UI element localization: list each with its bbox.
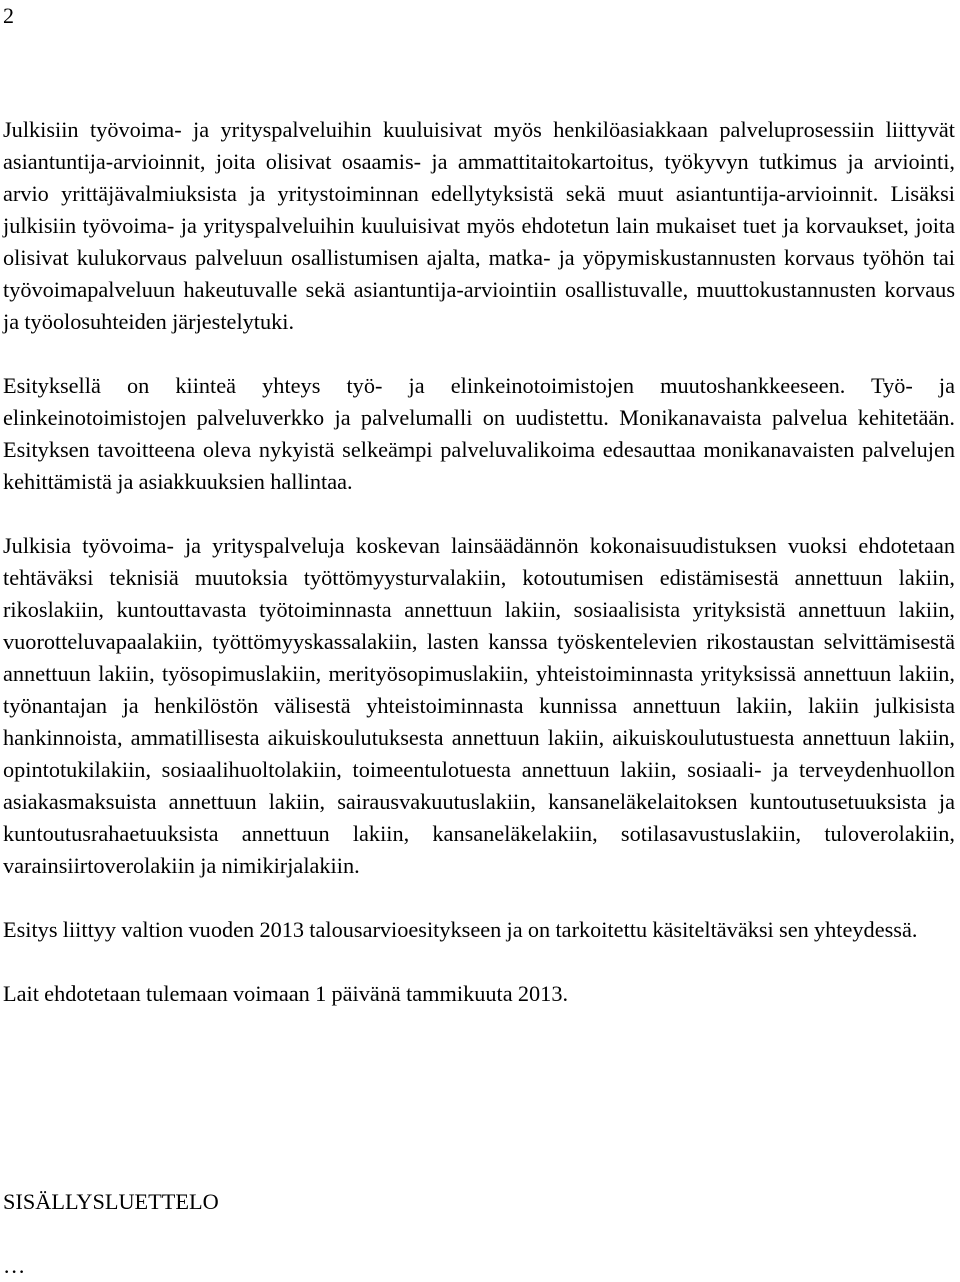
paragraph-connection: Esityksellä on kiinteä yhteys työ- ja elinkeinotoimistojen muutoshankkeeseen. Työ- ja elinkeinotoimistojen palveluverkko ja palvelumalli on uudistettu. Monikanavaista palvelua kehitetään. Esityksen tavoitteena oleva nykyistä selkeämpi palveluvalikoima edesauttaa monikanavaisten palvelujen kehittämistä ja asiakkuuksien hallintaa. [3,373,955,494]
paragraph-entry-into-force: Lait ehdotetaan tulemaan voimaan 1 päivänä tammikuuta 2013. [3,981,569,1006]
page-number: 2 [3,3,14,28]
paragraph-budget: Esitys liittyy valtion vuoden 2013 talousarvioesitykseen ja on tarkoitettu käsiteltäväksi sen yhteydessä. [3,917,918,942]
table-of-contents-heading: SISÄLLYSLUETTELO [3,1189,219,1214]
paragraph-technical-changes: Julkisia työvoima- ja yrityspalveluja koskevan lainsäädännön kokonaisuudistuksen vuoksi ehdotetaan tehtäväksi teknisiä muutoksia työttömyysturvalakiin, kotoutumisen edistämisestä annettuun lakiin, rikoslakiin, kuntouttavasta työtoiminnasta annettuun lakiin, sosiaalisista yrityksistä annettuun lakiin, vuorotteluvapaalakiin, työttömyyskassalakiin, lasten kanssa työskentelevien rikostaustan selvittämisestä annettuun lakiin, työsopimuslakiin, merityösopimuslakiin, yhteistoiminnasta yrityksissä annettuun lakiin, työnantajan ja henkilöstön välisestä yhteistoiminnasta kunnissa annettuun lakiin, lakiin julkisista hankinnoista, ammatillisesta aikuiskoulutuksesta annettuun lakiin, aikuiskoulutustuesta annettuun lakiin, opintotukilakiin, sosiaalihuoltolakiin, toimeentulotuesta annettuun lakiin, sosiaali- ja terveydenhuollon asiakasmaksuista annettuun lakiin, sairausvakuutuslakiin, kansaneläkelaitoksen kuntoutusetuuksista ja kuntoutusrahaetuuksista annettuun lakiin, kansaneläkelakiin, sotilasavustuslakiin, tuloverolakiin, varainsiirtoverolakiin ja nimikirjalakiin. [3,533,955,878]
table-of-contents-ellipsis: … [3,1253,26,1278]
document-body [3,114,955,1042]
paragraph-services: Julkisiin työvoima- ja yrityspalveluihin kuuluisivat myös henkilöasiakkaan palveluprosessiin liittyvät asiantuntija-arvioinnit, joita olisivat osaamis- ja ammattitaitokartoitus, työkyvyn tutkimus ja arviointi, arvio yrittäjävalmiuksista ja yritystoiminnan edellytyksistä sekä muut asiantuntija-arvioinnit. Lisäksi julkisiin työvoima- ja yrityspalveluihin kuuluisivat myös ehdotetun lain mukaiset tuet ja korvaukset, joita olisivat kulukorvaus palveluun osallistumisen ajalta, matka- ja yöpymiskustannusten korvaus työhön tai työvoimapalveluun hakeutuvalle sekä asiantuntija-arviointiin osallistuvalle, muuttokustannusten korvaus ja työolosuhteiden järjestelytuki. [3,117,955,334]
